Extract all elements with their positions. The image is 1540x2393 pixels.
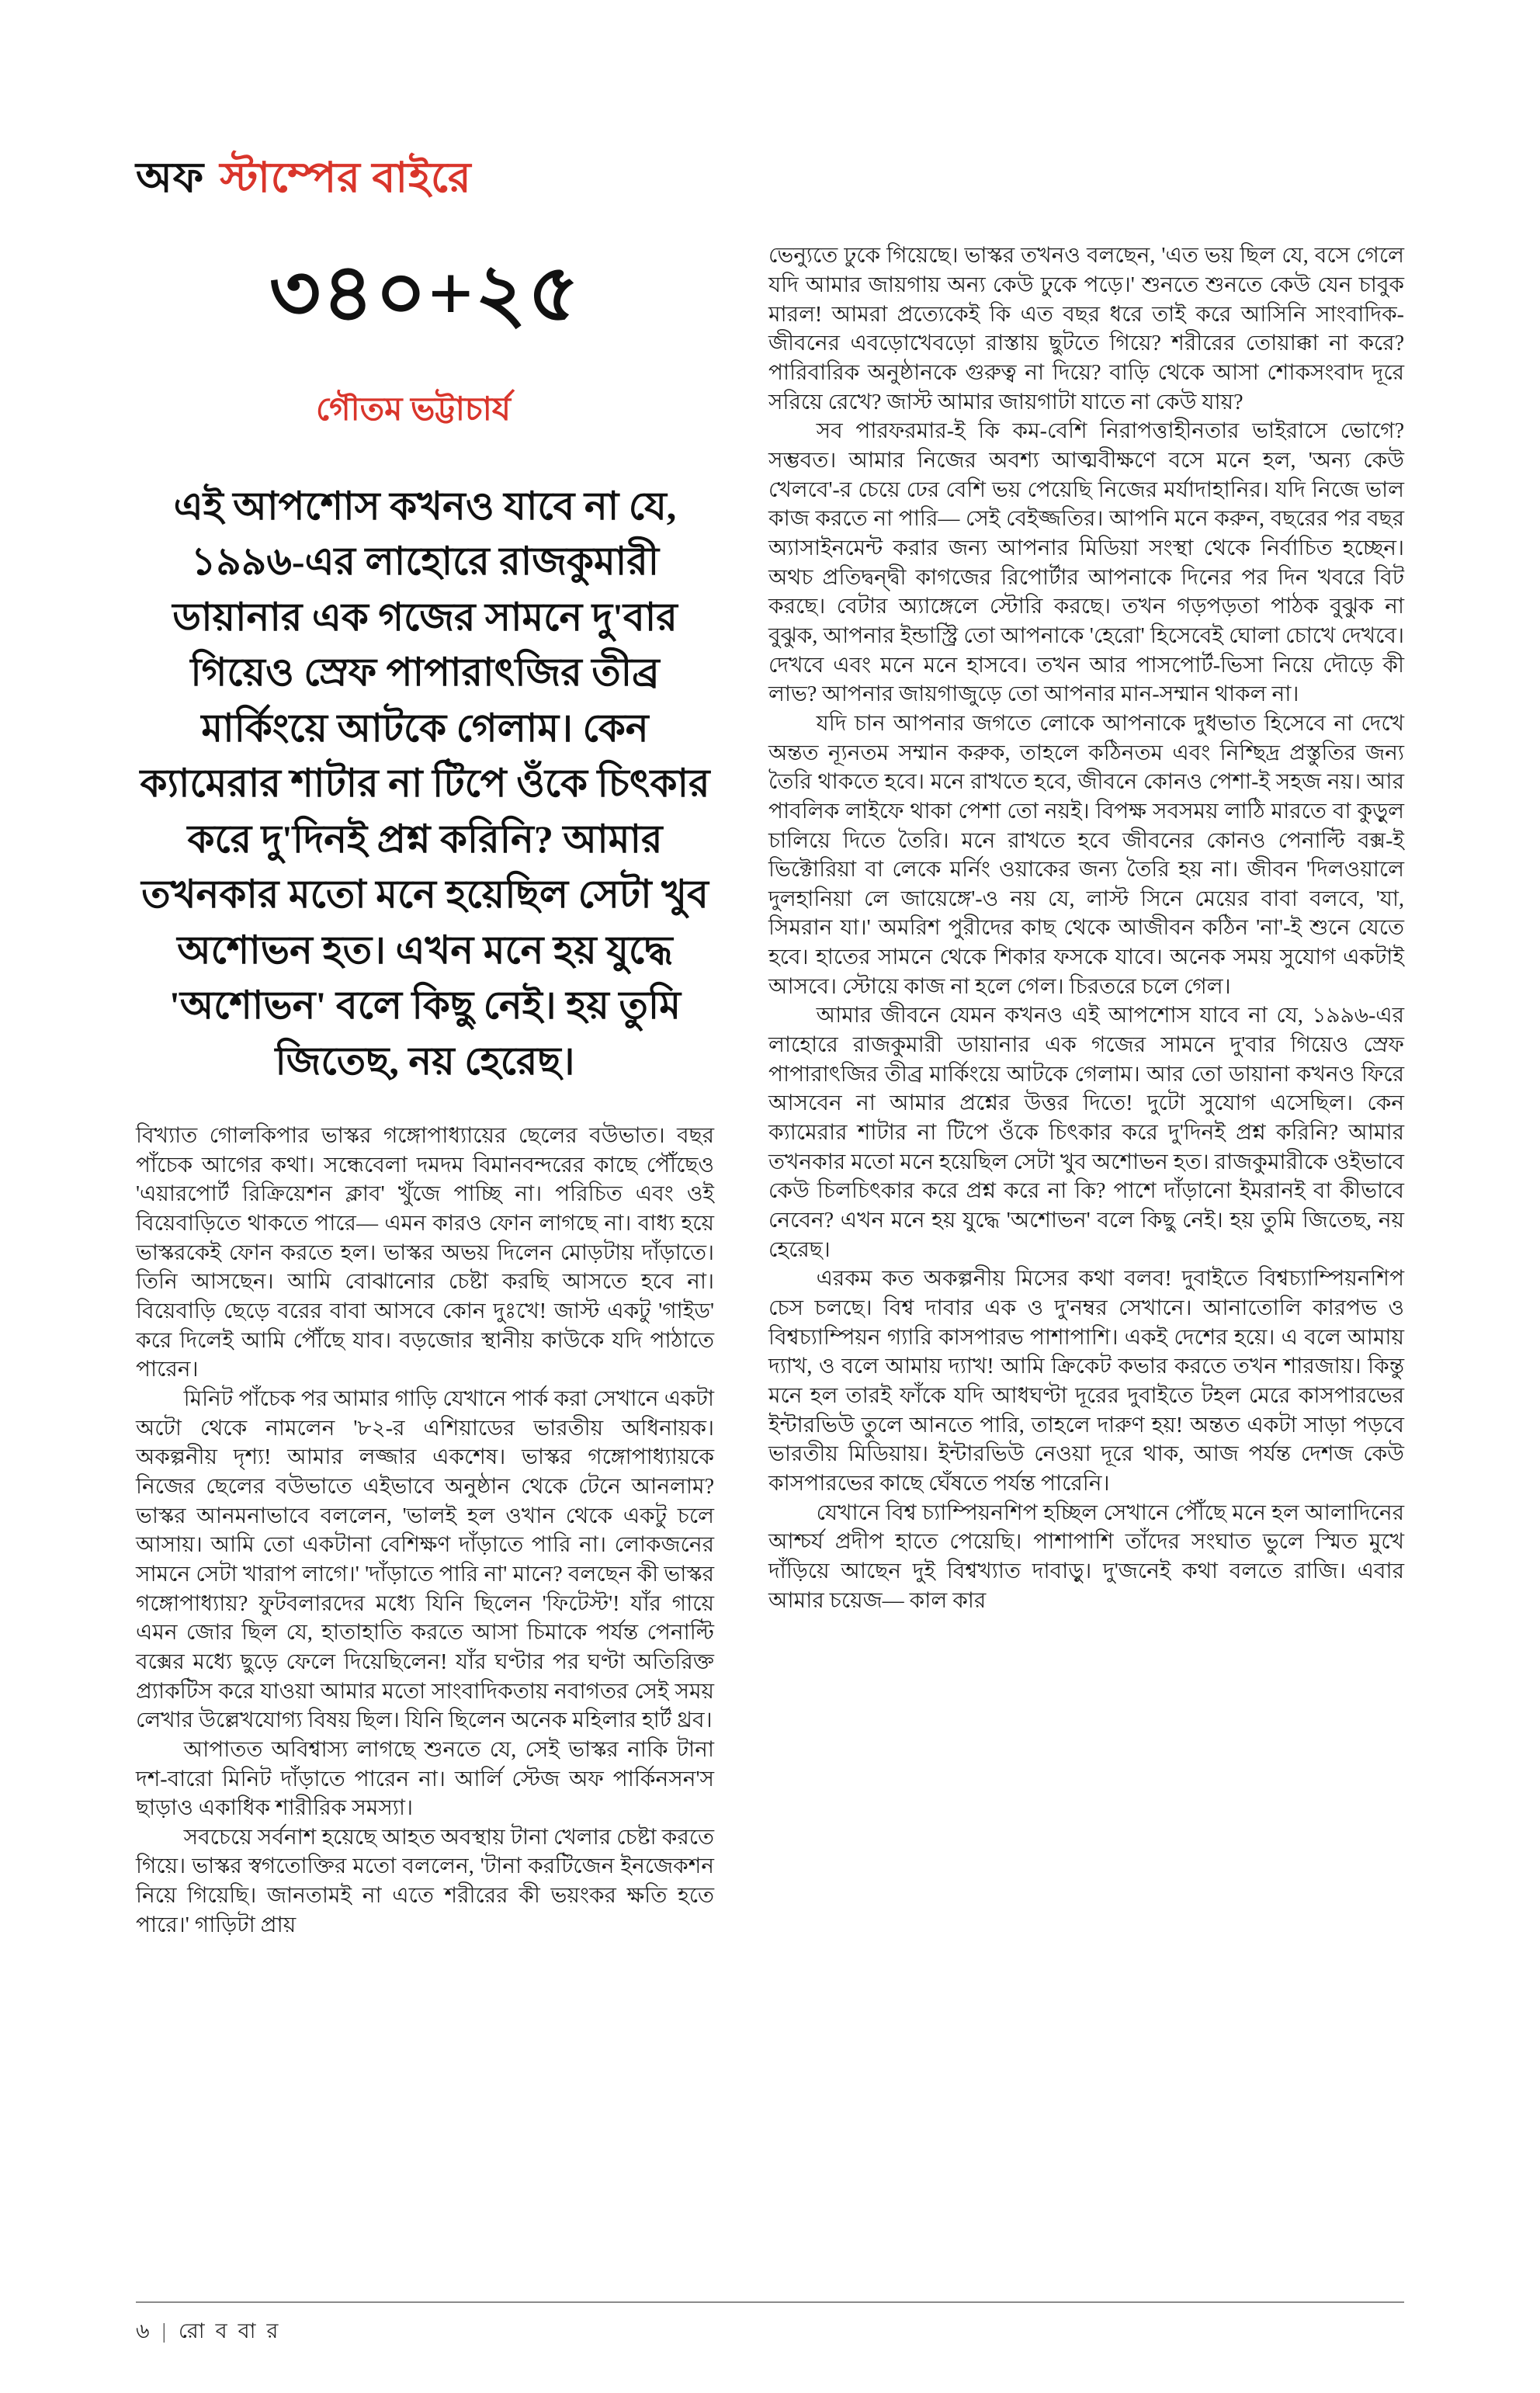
article-paragraph: সব পারফরমার-ই কি কম-বেশি নিরাপত্তাহীনতার ভাইরাসে ভোগে? সম্ভবত। আমার নিজের অবশ্য আত্মবীক্ষণে বসে মনে হল, 'অন্য কেউ খেলবে'-র চেয়ে ঢের বেশি ভয় পেয়েছি নিজের মর্যাদাহানির। যদি নিজে ভাল কাজ করতে না পারি— সেই বেইজ্জতির। আপনি মনে করুন, বছরের পর বছর অ্যাসাইনমেন্ট করার জন্য আপনার মিডিয়া সংস্থা থেকে নির্বাচিত হচ্ছেন। অথচ প্রতিদ্বন্দ্বী কাগজের রিপোর্টার আপনাকে দিনের পর দিন খবরে বিট করছে। বেটার অ্যাঙ্গেলে স্টোরি করছে। তখন গড়পড়তা পাঠক বুঝুক না বুঝুক, আপনার ইন্ডাস্ট্রি তো আপনাকে 'হেরো' হিসেবেই ঘোলা চোখে দেখবে। দেখবে এবং মনে মনে হাসবে। তখন আর পাসপোর্ট-ভিসা নিয়ে দৌড়ে কী লাভ? আপনার জায়গাজুড়ে তো আপনার মান-সম্মান থাকল না।	[768, 419, 1404, 707]
section-header-prefix: অফ	[136, 154, 205, 201]
byline: গৌতম ভট্টাচার্য	[316, 391, 511, 428]
lede-paragraph: এই আপশোস কখনও যাবে না যে, ১৯৯৬-এর লাহোরে রাজকুমারী ডায়ানার এক গজের সামনে দু'বার গিয়েও স্রেফ পাপারাৎজির তীব্র মার্কিংয়ে আটকে গেলাম। কেন ক্যামেরার শাটার না টিপে ওঁকে চিৎকার করে দু'দিনই প্রশ্ন করিনি? আমার তখনকার মতো মনে হয়েছিল সেটা খুব অশোভন হত। এখন মনে হয় যুদ্ধে 'অশোভন' বলে কিছু নেই। হয় তুমি জিতেছ, নয় হেরেছ।	[140, 484, 710, 1083]
article-paragraph: আপাতত অবিশ্বাস্য লাগছে শুনতে যে, সেই ভাস্কর নাকি টানা দশ-বারো মিনিট দাঁড়াতে পারেন না। আর্লি স্টেজ অফ পার্কিনসন'স ছাড়াও একাধিক শারীরিক সমস্যা।	[136, 1737, 714, 1821]
left-column	[136, 241, 714, 2269]
article-paragraph: ভেন্যুতে ঢুকে গিয়েছে। ভাস্কর তখনও বলছেন, 'এত ভয় ছিল যে, বসে গেলে যদি আমার জায়গায় অন্য কেউ ঢুকে পড়ে।' শুনতে শুনতে কেউ যেন চাবুক মারল! আমরা প্রত্যেকেই কি এত বছর ধরে তাই করে আসিনি সাংবাদিক-জীবনের এবড়োখেবড়ো রাস্তায় ছুটতে গিয়ে? শরীরের তোয়াক্কা না করে? পারিবারিক অনুষ্ঠানকে গুরুত্ব না দিয়ে? বাড়ি থেকে আসা শোকসংবাদ দূরে সরিয়ে রেখে? জাস্ট আমার জায়গাটা যাতে না কেউ যায়?	[768, 244, 1404, 414]
section-header	[136, 155, 1404, 201]
section-header-highlight: স্টাম্পের বাইরে	[220, 154, 472, 201]
footer-separator: |	[161, 2319, 166, 2343]
article-paragraph: মিনিট পাঁচেক পর আমার গাড়ি যেখানে পার্ক করা সেখানে একটা অটো থেকে নামলেন '৮২-র এশিয়াডের ভারতীয় অধিনায়ক। অকল্পনীয় দৃশ্য! আমার লজ্জার একশেষ। ভাস্কর গঙ্গোপাধ্যায়কে নিজের ছেলের বউভাতে এইভাবে অনুষ্ঠান থেকে টেনে আনলাম? ভাস্কর আনমনাভাবে বললেন, 'ভালই হল ওখান থেকে একটু চলে আসায়। আমি তো একটানা বেশিক্ষণ দাঁড়াতে পারি না। লোকজনের সামনে সেটা খারাপ লাগে।' 'দাঁড়াতে পারি না' মানে? বলছেন কী ভাস্কর গঙ্গোপাধ্যায়? ফুটবলারদের মধ্যে যিনি ছিলেন 'ফিটেস্ট'! যাঁর গায়ে এমন জোর ছিল যে, হাতাহাতি করতে আসা চিমাকে পর্যন্ত পেনাল্টি বক্সের মধ্যে ছুড়ে ফেলে দিয়েছিলেন! যাঁর ঘণ্টার পর ঘণ্টা অতিরিক্ত প্র্যাকটিস করে যাওয়া আমার মতো সাংবাদিকতায় নবাগতর সেই সময় লেখার উল্লেখযোগ্য বিষয় ছিল। যিনি ছিলেন অনেক মহিলার হার্ট থ্রব।	[136, 1386, 714, 1733]
article-paragraph: আমার জীবনে যেমন কখনও এই আপশোস যাবে না যে, ১৯৯৬-এর লাহোরে রাজকুমারী ডায়ানার এক গজের সামনে দু'বার গিয়েও স্রেফ পাপারাৎজির তীব্র মার্কিংয়ে আটকে গেলাম। আর তো ডায়ানা কখনও ফিরে আসবেন না আমার প্রশ্নের উত্তর দিতে! দুটো সুযোগ এসেছিল। কেন ক্যামেরার শাটার না টিপে ওঁকে চিৎকার করে দু'দিনই প্রশ্ন করিনি? আমার তখনকার মতো মনে হয়েছিল সেটা খুব অশোভন হত। রাজকুমারীকে ওইভাবে কেউ চিলচিৎকার করে প্রশ্ন করে না কি? পাশে দাঁড়ানো ইমরানই বা কীভাবে নেবেন? এখন মনে হয় যুদ্ধে 'অশোভন' বলে কিছু নেই। হয় তুমি জিতেছ, নয় হেরেছ।	[768, 1004, 1404, 1262]
article-paragraph: এরকম কত অকল্পনীয় মিসের কথা বলব! দুবাইতে বিশ্বচ্যাম্পিয়নশিপ চেস চলছে। বিশ্ব দাবার এক ও দু'নম্বর সেখানে। আনাতোলি কারপভ ও বিশ্বচ্যাম্পিয়ন গ্যারি কাসপারভ পাশাপাশি। একই দেশের হয়ে। এ বলে আমায় দ্যাখ, ও বলে আমায় দ্যাখ! আমি ক্রিকেট কভার করতে তখন শারজায়। কিন্তু মনে হল তারই ফাঁকে যদি আধঘণ্টা দূরের দুবাইতে টহল মেরে কাসপারভের ইন্টারভিউ তুলে আনতে পারি, তাহলে দারুণ হয়! অন্তত একটা সাড়া পড়বে ভারতীয় মিডিয়ায়। ইন্টারভিউ নেওয়া দূরে থাক, আজ পর্যন্ত দেশজ কেউ কাসপারভের কাছে ঘেঁষতে পর্যন্ত পারেনি।	[768, 1267, 1404, 1496]
magazine-name: রোববার	[178, 2319, 290, 2343]
article-paragraph: বিখ্যাত গোলকিপার ভাস্কর গঙ্গোপাধ্যায়ের ছেলের বউভাত। বছর পাঁচেক আগের কথা। সন্ধেবেলা দমদম বিমানবন্দরের কাছে পৌঁছেও 'এয়ারপোর্ট রিক্রিয়েশন ক্লাব' খুঁজে পাচ্ছি না। পরিচিত এবং ওই বিয়েবাড়িতে থাকতে পারে— এমন কারও ফোন লাগছে না। বাধ্য হয়ে ভাস্করকেই ফোন করতে হল। ভাস্কর অভয় দিলেন মোড়টায় দাঁড়াতে। তিনি আসছেন। আমি বোঝানোর চেষ্টা করছি আসতে হবে না। বিয়েবাড়ি ছেড়ে বরের বাবা আসবে কোন দুঃখে! জাস্ট একটু 'গাইড' করে দিলেই আমি পৌঁছে যাব। বড়জোর স্থানীয় কাউকে যদি পাঠাতে পারেন।	[136, 1124, 714, 1382]
article-paragraph: যেখানে বিশ্ব চ্যাম্পিয়নশিপ হচ্ছিল সেখানে পৌঁছে মনে হল আলাদিনের আশ্চর্য প্রদীপ হাতে পেয়েছি। পাশাপাশি তাঁদের সংঘাত ভুলে স্মিত মুখে দাঁড়িয়ে আছেন দুই বিশ্বখ্যাত দাবাড়ু। দু'জনেই কথা বলতে রাজি। এবার আমার চয়েজ— কাল কার	[768, 1500, 1404, 1613]
article-columns	[136, 241, 1404, 2269]
article-paragraph: সবচেয়ে সর্বনাশ হয়েছে আহত অবস্থায় টানা খেলার চেষ্টা করতে গিয়ে। ভাস্কর স্বগতোক্তির মতো বললেন, 'টানা করটিজেন ইনজেকশন নিয়ে গিয়েছি। জানতামই না এতে শরীরের কী ভয়ংকর ক্ষতি হতে পারে।' গাড়িটা প্রায়	[136, 1825, 714, 1937]
article-title: ৩৪০+২৫	[269, 250, 581, 338]
left-column-body	[136, 1122, 714, 1940]
right-column	[768, 241, 1404, 2269]
page-footer	[136, 2301, 1404, 2350]
page-number: ৬	[136, 2319, 150, 2343]
article-paragraph: যদি চান আপনার জগতে লোকে আপনাকে দুধভাত হিসেবে না দেখে অন্তত ন্যূনতম সম্মান করুক, তাহলে কঠিনতম এবং নিশ্ছিদ্র প্রস্তুতির জন্য তৈরি থাকতে হবে। মনে রাখতে হবে, জীবনে কোনও পেশা-ই সহজ নয়। আর পাবলিক লাইফে থাকা পেশা তো নয়ই। বিপক্ষ সবসময় লাঠি মারতে বা কুড়ুল চালিয়ে দিতে তৈরি। মনে রাখতে হবে জীবনের কোনও পেনাল্টি বক্স-ই ভিক্টোরিয়া বা লেকে মর্নিং ওয়াকের জন্য তৈরি হয় না। জীবন 'দিলওয়ালে দুলহানিয়া লে জায়েঙ্গে'-ও নয় যে, লাস্ট সিনে মেয়ের বাবা বলবে, 'যা, সিমরান যা।' অমরিশ পুরীদের কাছ থেকে আজীবন কঠিন 'না'-ই শুনে যেতে হবে। হাতের সামনে থেকে শিকার ফসকে যাবে। অনেক সময় সুযোগ একটাই আসবে। স্টোয়ে কাজ না হলে গেল। চিরতরে চলে গেল।	[768, 711, 1404, 999]
